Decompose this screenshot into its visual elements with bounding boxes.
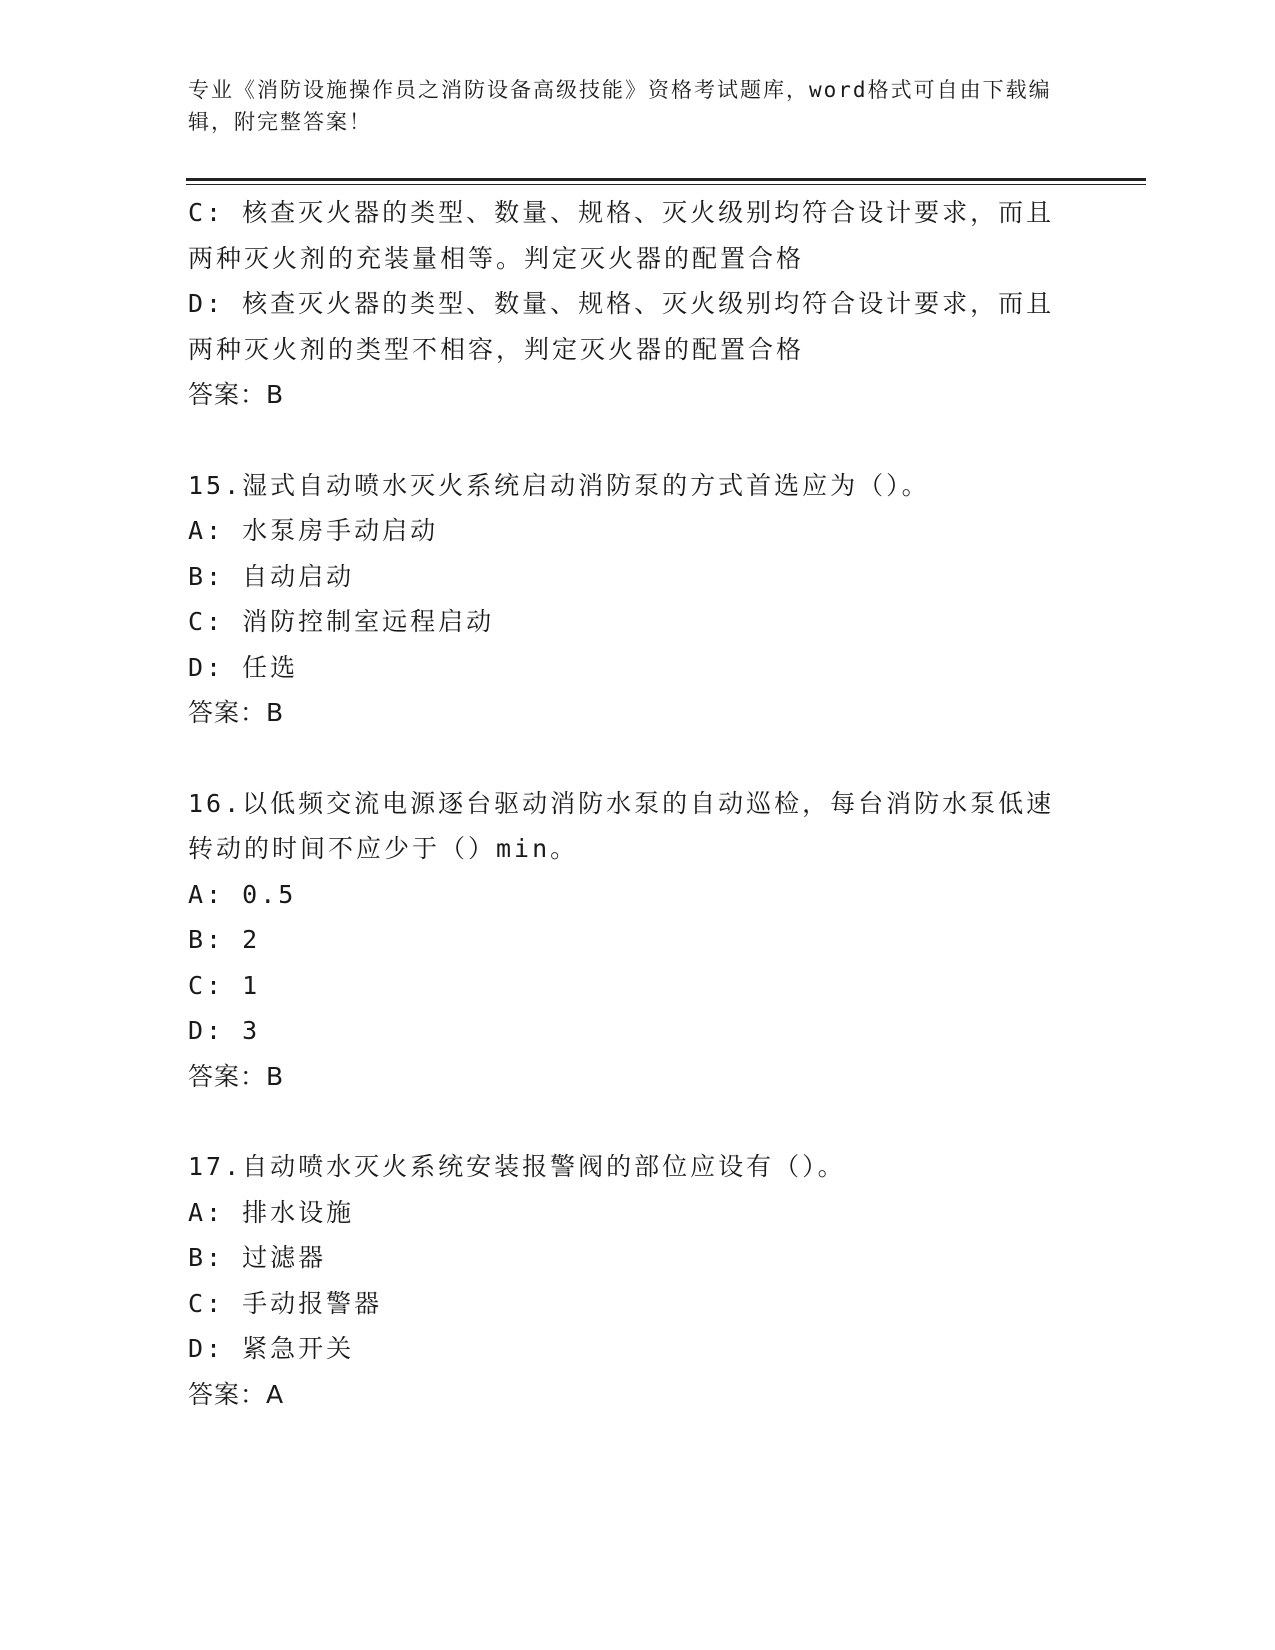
- answer-line: 答案：B: [188, 1061, 285, 1091]
- option-line: [188, 599, 1108, 645]
- option-text: 核查灭火器的类型、数量、规格、灭火级别均符合设计要求，而且: [242, 198, 1055, 227]
- option-line: [188, 872, 1108, 918]
- answer-line: 答案：B: [188, 380, 285, 409]
- option-text: 水泵房手动启动: [242, 516, 439, 545]
- option-text: 0.5: [242, 879, 297, 909]
- header-rule-thick: [186, 178, 1146, 181]
- question-stem: 16.以低频交流电源逐台驱动消防水泵的自动巡检，每台消防水泵低速: [188, 788, 1055, 818]
- option-label: C:: [188, 1288, 225, 1318]
- option-label: A:: [188, 516, 225, 545]
- option-label: B:: [188, 1243, 225, 1272]
- document-header: 专业《消防设施操作员之消防设备高级技能》资格考试题库，word格式可自由下载编辑，附完整答案！: [188, 78, 1052, 134]
- option-line: [188, 1235, 1108, 1281]
- prev-question-block: [188, 190, 1108, 418]
- option-line: [188, 554, 1108, 600]
- option-label: C:: [188, 198, 225, 227]
- option-line: [188, 1281, 1108, 1327]
- option-text: 排水设施: [242, 1197, 355, 1227]
- question-stem: 17.自动喷水灭火系统安装报警阀的部位应设有（）。: [188, 1152, 846, 1181]
- option-line: [188, 281, 1108, 327]
- option-label: D:: [188, 289, 225, 318]
- answer-line: 答案：A: [188, 1379, 285, 1409]
- question-17: [188, 1144, 1108, 1417]
- option-line: [188, 645, 1108, 691]
- option-text: 1: [242, 970, 261, 1000]
- option-text: 2: [242, 925, 261, 954]
- question-content: [188, 190, 1108, 1417]
- option-continuation: 两种灭火剂的充装量相等。判定灭火器的配置合格: [188, 243, 805, 273]
- answer-line: 答案：B: [188, 698, 285, 727]
- option-label: C:: [188, 607, 225, 636]
- option-line: [188, 963, 1108, 1009]
- option-label: D:: [188, 1016, 225, 1045]
- option-line: [188, 508, 1108, 554]
- option-text: 手动报警器: [242, 1288, 383, 1318]
- option-line: [188, 917, 1108, 963]
- option-label: C:: [188, 970, 225, 1000]
- option-text: 自动启动: [242, 561, 355, 591]
- option-line: [188, 1326, 1108, 1372]
- option-label: D:: [188, 652, 225, 682]
- option-line: [188, 1190, 1108, 1236]
- option-text: 过滤器: [242, 1243, 327, 1272]
- option-line: [188, 190, 1108, 236]
- option-continuation: 两种灭火剂的类型不相容，判定灭火器的配置合格: [188, 334, 805, 364]
- option-text: 消防控制室远程启动: [242, 607, 495, 636]
- option-label: A:: [188, 879, 225, 909]
- option-text: 紧急开关: [242, 1334, 355, 1363]
- option-label: B:: [188, 561, 225, 591]
- option-label: D:: [188, 1334, 225, 1363]
- option-text: 任选: [242, 652, 299, 682]
- option-label: B:: [188, 925, 225, 954]
- question-stem-continuation: 转动的时间不应少于（）min。: [188, 834, 579, 863]
- question-stem: 15.湿式自动喷水灭火系统启动消防泵的方式首选应为（）。: [188, 470, 930, 500]
- question-15: [188, 463, 1108, 736]
- question-16: [188, 781, 1108, 1100]
- option-text: 核查灭火器的类型、数量、规格、灭火级别均符合设计要求，而且: [242, 289, 1055, 318]
- option-label: A:: [188, 1197, 225, 1227]
- option-line: [188, 1008, 1108, 1054]
- option-text: 3: [242, 1016, 261, 1045]
- header-rule-thin: [186, 184, 1146, 185]
